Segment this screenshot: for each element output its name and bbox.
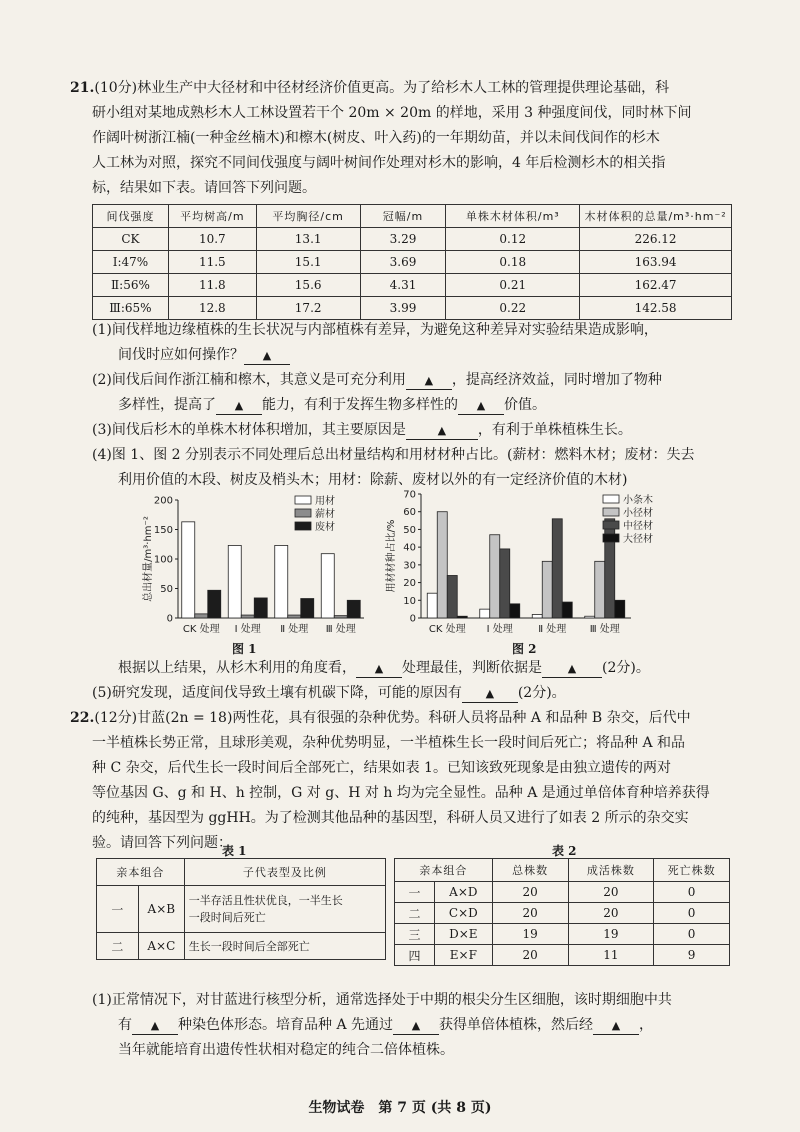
table-cell: 162.47 xyxy=(580,274,732,297)
y-tick-label: 200 xyxy=(153,495,173,507)
bar xyxy=(208,590,221,618)
q21-sub4-text: 处理最佳，判断依据是 xyxy=(402,660,542,676)
table-cell: 0.18 xyxy=(446,251,580,274)
table-cell: E×F xyxy=(434,945,492,966)
q22-intro-2: 一半植株长势正常，且球形美观，杂种优势明显，一半植株生长一段时间后死亡；将品种 A 和品 xyxy=(92,735,686,751)
x-tick-label: CK 处理 xyxy=(428,624,466,635)
answer-blank[interactable]: ▲ xyxy=(393,1018,439,1035)
q21-sub4-line-c xyxy=(118,656,650,681)
q22-sub1-text: 种染色体形态。培育品种 A 先通过 xyxy=(178,1017,394,1033)
bar xyxy=(182,522,195,618)
q21-sub4-text: (2分)。 xyxy=(602,660,650,676)
table-cell: 三 xyxy=(395,924,435,945)
q21-sub4-line-a: (4)图 1、图 2 分别表示不同处理后总出材量结构和用材材种占比。(薪材：燃料木材；废材：失去 xyxy=(92,447,695,463)
q22-points: (12分) xyxy=(94,710,138,726)
bar xyxy=(437,512,447,618)
q22-line-1 xyxy=(70,706,691,731)
table-cell: A×D xyxy=(434,882,492,903)
table-cell: 3.99 xyxy=(360,297,446,320)
q22-sub1-text: 有 xyxy=(118,1017,132,1033)
bar xyxy=(301,599,314,618)
table-cell: 11.8 xyxy=(168,274,256,297)
bar xyxy=(228,545,241,618)
legend-label: 小径材 xyxy=(623,508,653,519)
bar xyxy=(615,600,625,618)
figure-1-caption: 图 1 xyxy=(232,642,257,656)
bar xyxy=(532,614,542,618)
table-cell: Ⅲ:65% xyxy=(93,297,169,320)
table-row xyxy=(93,228,732,251)
table-cell xyxy=(184,886,385,933)
table-1-caption: 表 1 xyxy=(222,844,247,858)
table-header: 平均树高/m xyxy=(168,205,256,228)
table-row xyxy=(93,274,732,297)
answer-blank[interactable]: ▲ xyxy=(406,373,452,390)
bar xyxy=(490,535,500,618)
y-tick-label: 0 xyxy=(409,613,416,625)
table-header: 亲本组合 xyxy=(97,859,185,886)
table-cell: 0 xyxy=(654,882,730,903)
bar xyxy=(457,616,467,618)
y-tick-label: 50 xyxy=(403,524,416,536)
x-tick-label: Ⅱ 处理 xyxy=(538,624,567,635)
table-cell: 10.7 xyxy=(168,228,256,251)
table-cell: 20 xyxy=(568,903,654,924)
q22-sub1-text: ， xyxy=(639,1017,654,1033)
y-tick-label: 0 xyxy=(166,613,173,625)
table-cell: D×E xyxy=(434,924,492,945)
table-cell: 二 xyxy=(97,933,139,960)
figure-1-chart xyxy=(140,486,380,656)
table-cell: 3.29 xyxy=(360,228,446,251)
table-2-caption: 表 2 xyxy=(552,844,577,858)
table-header: 木材体积的总量/m³·hm⁻² xyxy=(580,205,732,228)
table-cell: 二 xyxy=(395,903,435,924)
answer-blank[interactable]: ▲ xyxy=(244,348,290,365)
y-tick-label: 70 xyxy=(403,489,416,501)
q21-table xyxy=(92,204,732,320)
table-cell-line: 一段时间后死亡 xyxy=(188,911,266,924)
bar xyxy=(447,575,457,618)
y-tick-label: 150 xyxy=(153,525,173,536)
y-tick-label: 40 xyxy=(403,542,416,554)
q22-sub1-line-a: (1)正常情况下，对甘蓝进行核型分析，通常选择处于中期的根尖分生区细胞，该时期细胞中共 xyxy=(92,992,672,1008)
table-row xyxy=(93,251,732,274)
table-header: 单株木材体积/m³ xyxy=(446,205,580,228)
table-cell: 19 xyxy=(492,924,568,945)
table-cell: 12.8 xyxy=(168,297,256,320)
y-axis-label: 总出材量/m³·hm⁻² xyxy=(143,516,154,602)
table-cell: 20 xyxy=(568,882,654,903)
q21-sub2-text: (2)间伐后间作浙江楠和檫木，其意义是可充分利用 xyxy=(92,372,406,388)
q21-sub2-text: 能力，有利于发挥生物多样性的 xyxy=(262,397,458,413)
q21-number: 21. xyxy=(70,80,95,96)
x-tick-label: Ⅰ 处理 xyxy=(234,624,261,635)
q21-sub2-text: ，提高经济效益，同时增加了物种 xyxy=(451,372,662,388)
q21-intro-4: 人工林为对照，探究不同间伐强度与阔叶树间作处理对杉木的影响，4 年后检测杉木的相关指 xyxy=(92,155,666,171)
bar xyxy=(347,600,360,618)
table-header: 间伐强度 xyxy=(93,205,169,228)
table-row xyxy=(395,882,730,903)
q22-sub1-line-c: 当年就能培育出遗传性状相对稳定的纯合二倍体植株。 xyxy=(118,1042,454,1058)
bar xyxy=(480,609,490,618)
answer-blank[interactable]: ▲ xyxy=(593,1018,639,1035)
answer-blank[interactable]: ▲ xyxy=(542,661,602,678)
figure-2-caption: 图 2 xyxy=(512,642,537,656)
legend-swatch xyxy=(603,521,619,529)
y-tick-label: 50 xyxy=(160,584,173,595)
q21-sub5-text: (2分)。 xyxy=(517,685,566,701)
q21-points: (10分) xyxy=(94,80,138,96)
table-cell: 0.21 xyxy=(446,274,580,297)
q21-sub1-text: 间伐时应如何操作？ xyxy=(118,347,244,363)
q21-sub3-line xyxy=(92,418,632,443)
q22-intro-3: 种 C 杂交，后代生长一段时间后全部死亡，结果如表 1。已知该致死现象是由独立遗传的两对 xyxy=(92,760,671,776)
table-cell: 3.69 xyxy=(360,251,446,274)
table-row xyxy=(395,945,730,966)
q22-intro-1: 甘蓝(2n = 18)两性花，具有很强的杂种优势。科研人员将品种 A 和品种 B 杂交，后代中 xyxy=(137,710,691,726)
bar xyxy=(542,561,552,618)
q21-sub2-text: 价值。 xyxy=(504,397,546,413)
table-header: 亲本组合 xyxy=(395,859,493,882)
legend-swatch xyxy=(295,509,311,517)
bar xyxy=(595,561,605,618)
table-row xyxy=(395,924,730,945)
y-tick-label: 100 xyxy=(153,554,173,566)
y-tick-label: 10 xyxy=(403,595,416,607)
q21-intro-1: 林业生产中大径材和中径材经济价值更高。为了给杉木人工林的管理提供理论基础，科 xyxy=(137,80,670,96)
answer-blank[interactable]: ▲ xyxy=(356,661,402,678)
table-cell: 0.12 xyxy=(446,228,580,251)
answer-blank[interactable]: ▲ xyxy=(216,398,262,415)
q22-intro-4: 等位基因 G、g 和 H、h 控制，G 对 g、H 对 h 均为完全显性。品种 A 是通过单倍体育种培养获得 xyxy=(92,785,710,801)
table-header: 成活株数 xyxy=(568,859,654,882)
q22-number: 22. xyxy=(70,710,95,726)
table-row xyxy=(93,297,732,320)
table-cell: 0 xyxy=(654,924,730,945)
table-header: 平均胸径/cm xyxy=(256,205,360,228)
table-cell: 19 xyxy=(568,924,654,945)
table-cell: 142.58 xyxy=(580,297,732,320)
table-cell: 0.22 xyxy=(446,297,580,320)
q21-line-1 xyxy=(70,76,669,101)
table-header: 总株数 xyxy=(492,859,568,882)
table-cell: 4.31 xyxy=(360,274,446,297)
page-footer: 生物试卷 第 7 页 (共 8 页) xyxy=(308,1100,492,1116)
table-cell: 13.1 xyxy=(256,228,360,251)
q22-intro-5: 的纯种，基因型为 ggHH。为了检测其他品种的基因型，科研人员又进行了如表 2 所示的杂交实 xyxy=(92,810,689,826)
legend-swatch xyxy=(295,496,311,504)
table-header: 死亡株数 xyxy=(654,859,730,882)
bar xyxy=(510,604,520,618)
answer-blank[interactable]: ▲ xyxy=(462,686,518,703)
q21-sub5-line xyxy=(92,681,566,706)
bar xyxy=(321,554,334,618)
q22-sub1-text: 获得单倍体植株，然后经 xyxy=(439,1017,594,1033)
table-header-row xyxy=(93,205,732,228)
table-cell: 15.1 xyxy=(256,251,360,274)
bar xyxy=(288,615,301,618)
q21-sub1-line-b xyxy=(118,343,290,368)
q21-intro-2: 研小组对某地成熟杉木人工林设置若干个 20m × 20m 的样地，采用 3 种强度间伐，同时林下间 xyxy=(92,105,692,121)
table-cell: A×B xyxy=(138,886,184,933)
y-tick-label: 30 xyxy=(403,560,416,572)
bar xyxy=(427,593,437,618)
answer-blank[interactable]: ▲ xyxy=(406,423,478,440)
table-cell: 20 xyxy=(492,945,568,966)
q22-sub1-line-b xyxy=(118,1013,653,1038)
legend-label: 用材 xyxy=(315,496,335,507)
table-cell: 17.2 xyxy=(256,297,360,320)
legend-label: 薪材 xyxy=(315,509,335,520)
table-cell: 11 xyxy=(568,945,654,966)
x-tick-label: Ⅱ 处理 xyxy=(280,624,309,635)
answer-blank[interactable]: ▲ xyxy=(458,398,504,415)
table-row xyxy=(395,903,730,924)
q21-sub5-text: (5)研究发现，适度间伐导致土壤有机碳下降，可能的原因有 xyxy=(92,685,462,701)
table-cell: 20 xyxy=(492,882,568,903)
legend-label: 大径材 xyxy=(623,534,653,545)
x-tick-label: Ⅲ 处理 xyxy=(589,624,620,635)
table-cell: 一 xyxy=(97,886,139,933)
y-tick-label: 20 xyxy=(403,578,416,590)
table-cell: Ⅱ:56% xyxy=(93,274,169,297)
q22-table-2 xyxy=(394,858,730,966)
legend-label: 废材 xyxy=(315,522,335,533)
q21-sub2-text: 多样性，提高了 xyxy=(118,397,216,413)
q21-intro-5: 标，结果如下表。请回答下列问题。 xyxy=(92,180,316,196)
table-cell: A×C xyxy=(138,933,184,960)
table-cell: CK xyxy=(93,228,169,251)
table-cell-line: 一半存活且性状优良，一半生长 xyxy=(188,894,343,907)
table-header-row xyxy=(395,859,730,882)
bar xyxy=(275,545,288,618)
legend-swatch xyxy=(295,522,311,530)
x-tick-label: Ⅰ 处理 xyxy=(486,624,513,635)
bar xyxy=(562,602,572,618)
bar xyxy=(254,598,267,618)
bar xyxy=(500,549,510,618)
table-cell: 15.6 xyxy=(256,274,360,297)
bar xyxy=(241,615,254,618)
q22-intro-6: 验。请回答下列问题： xyxy=(92,835,232,851)
q21-sub4-line-b: 利用价值的木段、树皮及梢头木；用材：除薪、废材以外的有一定经济价值的木材) xyxy=(118,472,628,488)
q21-sub4-text: 根据以上结果，从杉木利用的角度看， xyxy=(118,660,356,676)
legend-swatch xyxy=(603,534,619,542)
legend-swatch xyxy=(603,495,619,503)
bar xyxy=(334,616,347,618)
table-header: 子代表型及比例 xyxy=(184,859,385,886)
x-tick-label: Ⅲ 处理 xyxy=(325,624,356,635)
table-header-row xyxy=(97,859,386,886)
table-cell: 生长一段时间后全部死亡 xyxy=(184,933,385,960)
table-row xyxy=(97,886,386,933)
legend-swatch xyxy=(603,508,619,516)
q21-sub2-line-b xyxy=(118,393,546,418)
bar xyxy=(585,616,595,618)
legend-label: 中径材 xyxy=(623,521,653,532)
figure-2-chart xyxy=(385,486,685,656)
q22-table-1 xyxy=(96,858,386,960)
table-cell: 11.5 xyxy=(168,251,256,274)
legend-label: 小条木 xyxy=(623,495,653,506)
table-cell: 9 xyxy=(654,945,730,966)
q21-sub1-line-a: (1)间伐样地边缘植株的生长状况与内部植株有差异，为避免这种差异对实验结果造成影响， xyxy=(92,322,658,338)
bar xyxy=(195,614,208,618)
q21-sub3-text: ，有利于单株植株生长。 xyxy=(477,422,632,438)
y-axis-label: 用材材种占比/% xyxy=(386,519,397,593)
table-cell: 163.94 xyxy=(580,251,732,274)
y-tick-label: 60 xyxy=(403,507,416,519)
table-header: 冠幅/m xyxy=(360,205,446,228)
table-cell: Ⅰ:47% xyxy=(93,251,169,274)
answer-blank[interactable]: ▲ xyxy=(132,1018,178,1035)
bar xyxy=(552,519,562,618)
table-cell: 四 xyxy=(395,945,435,966)
table-cell: 一 xyxy=(395,882,435,903)
table-cell: C×D xyxy=(434,903,492,924)
table-cell: 0 xyxy=(654,903,730,924)
table-cell: 20 xyxy=(492,903,568,924)
q21-sub2-line-a xyxy=(92,368,662,393)
q21-sub3-text: (3)间伐后杉木的单株木材体积增加，其主要原因是 xyxy=(92,422,406,438)
q21-intro-3: 作阔叶树浙江楠(一种金丝楠木)和檫木(树皮、叶入药)的一年期幼苗，并以未间伐间作的杉木 xyxy=(92,130,660,146)
x-tick-label: CK 处理 xyxy=(182,624,220,635)
table-cell: 226.12 xyxy=(580,228,732,251)
table-row xyxy=(97,933,386,960)
